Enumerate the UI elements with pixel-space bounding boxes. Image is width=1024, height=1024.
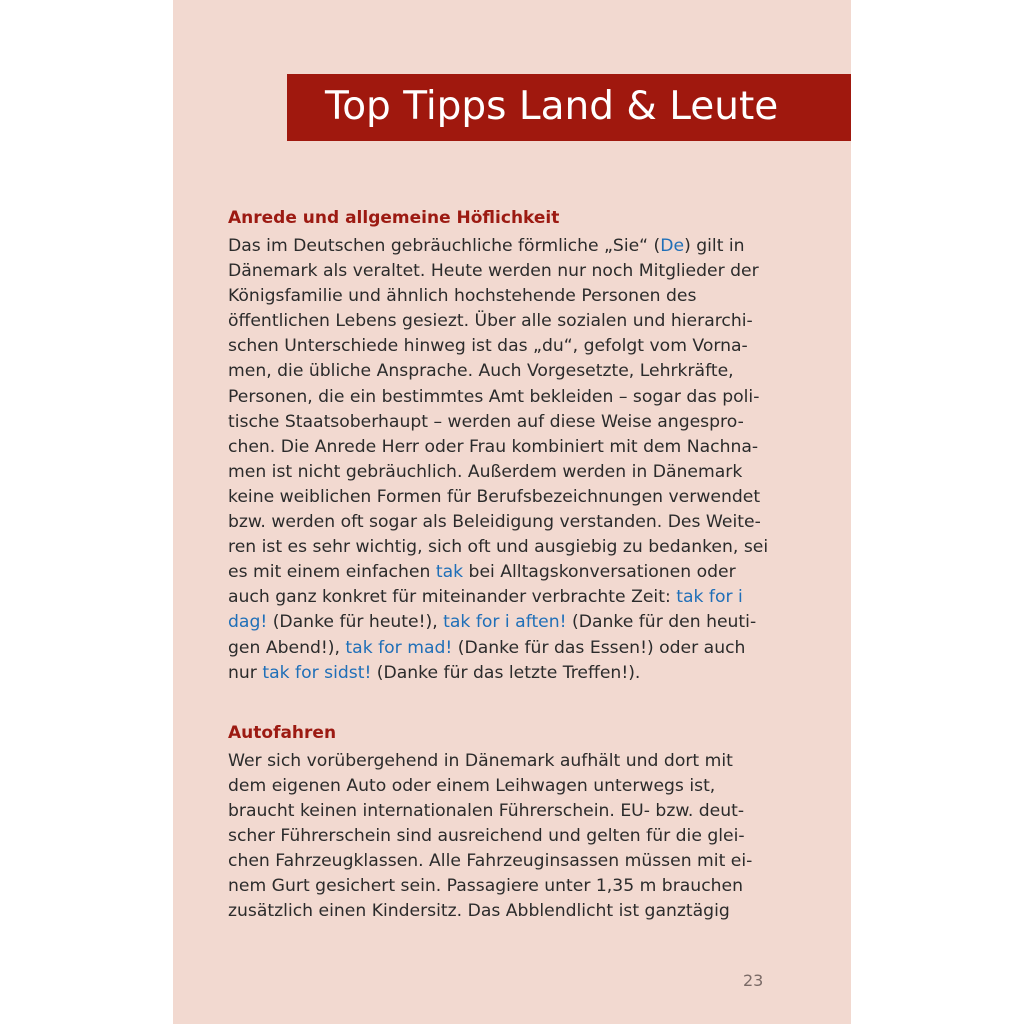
text-segment: gen Abend!), <box>228 637 346 658</box>
text-segment: keine weiblichen Formen für Berufsbezeichnungen verwendet <box>228 486 761 507</box>
text-segment: nur <box>228 662 263 683</box>
body-text-line <box>228 460 796 485</box>
text-segment: auch ganz konkret für miteinander verbrachte Zeit: <box>228 587 677 608</box>
text-segment: (Danke für das letzte Treffen!). <box>371 662 641 683</box>
danish-term: tak for mad! <box>345 637 453 658</box>
text-segment: schen Unterschiede hinweg ist das „du“, gefolgt vom Vorna- <box>228 336 748 357</box>
body-text-line <box>228 309 796 334</box>
title-banner <box>287 74 851 141</box>
body-text-line <box>228 661 796 686</box>
body-text-line <box>228 899 796 924</box>
section-gap <box>228 686 796 719</box>
text-segment: bei Alltagskonversationen oder <box>463 562 736 583</box>
text-segment: öffentlichen Lebens gesiezt. Über alle sozialen und hierarchi- <box>228 311 753 332</box>
text-segment: (Danke für das Essen!) oder auch <box>452 637 746 658</box>
text-segment: (Danke für den heuti- <box>566 612 757 633</box>
text-segment: Personen, die ein bestimmtes Amt bekleiden – sogar das poli- <box>228 386 760 407</box>
body-text-line <box>228 510 796 535</box>
danish-term: De <box>660 236 685 256</box>
text-segment: nem Gurt gesichert sein. Passagiere unter 1,35 m brauchen <box>228 876 744 897</box>
danish-term: tak for i aften! <box>443 612 567 633</box>
body-text-line <box>228 284 796 309</box>
text-segment: braucht keinen internationalen Führerschein. EU- bzw. deut- <box>228 800 745 821</box>
body-text-line <box>228 385 796 410</box>
body-text-line <box>228 435 796 460</box>
body-text-line <box>228 585 796 610</box>
body-text-line <box>228 359 796 384</box>
page-content <box>228 204 796 924</box>
text-segment: tische Staatsoberhaupt – werden auf diese Weise angespro- <box>228 411 744 432</box>
body-text-line <box>228 560 796 585</box>
text-segment: zusätzlich einen Kindersitz. Das Abblendlicht ist ganztägig <box>228 901 730 922</box>
text-segment: chen. Die Anrede Herr oder Frau kombiniert mit dem Nachna- <box>228 436 759 457</box>
text-segment: scher Führerschein sind ausreichend und gelten für die glei- <box>228 825 745 846</box>
text-segment: es mit einem einfachen <box>228 562 436 583</box>
book-page <box>173 0 851 1024</box>
body-text-line <box>228 636 796 661</box>
text-segment: bzw. werden oft sogar als Beleidigung verstanden. Des Weite- <box>228 512 761 533</box>
text-segment: Das im Deutschen gebräuchliche förmliche „Sie“ ( <box>228 236 661 256</box>
body-text-line <box>228 849 796 874</box>
danish-term: tak for sidst! <box>262 662 372 683</box>
body-text-line <box>228 610 796 635</box>
body-text-line <box>228 259 796 284</box>
body-text-line <box>228 874 796 899</box>
text-segment: ) gilt in <box>684 236 745 256</box>
danish-term: dag! <box>228 612 268 633</box>
text-segment: men, die übliche Ansprache. Auch Vorgesetzte, Lehrkräfte, <box>228 361 734 382</box>
body-text-line <box>228 485 796 510</box>
text-segment: ren ist es sehr wichtig, sich oft und ausgiebig zu bedanken, sei <box>228 537 769 558</box>
body-text-line <box>228 410 796 435</box>
text-segment: chen Fahrzeugklassen. Alle Fahrzeuginsassen müssen mit ei- <box>228 851 753 872</box>
body-text-line <box>228 774 796 799</box>
text-segment: (Danke für heute!), <box>267 612 444 633</box>
section-heading: Autofahren <box>228 722 337 743</box>
page-number: 23 <box>743 971 764 990</box>
body-text-line <box>228 749 796 774</box>
danish-term: tak <box>435 562 464 583</box>
text-segment: Dänemark als veraltet. Heute werden nur noch Mitglieder der <box>228 261 759 282</box>
body-text-line <box>228 799 796 824</box>
page-title: Top Tipps Land & Leute <box>325 84 779 129</box>
text-segment: Königsfamilie und ähnlich hochstehende Personen des <box>228 286 697 307</box>
body-text-line <box>228 334 796 359</box>
section-heading: Anrede und allgemeine Höflichkeit <box>228 208 560 228</box>
text-segment: Wer sich vorübergehend in Dänemark aufhält und dort mit <box>228 750 733 771</box>
body-text-line <box>228 824 796 849</box>
text-segment: dem eigenen Auto oder einem Leihwagen unterwegs ist, <box>228 775 716 796</box>
body-text-line <box>228 535 796 560</box>
body-text-line <box>228 234 796 259</box>
text-segment: men ist nicht gebräuchlich. Außerdem werden in Dänemark <box>228 461 743 482</box>
danish-term: tak for i <box>676 587 743 608</box>
